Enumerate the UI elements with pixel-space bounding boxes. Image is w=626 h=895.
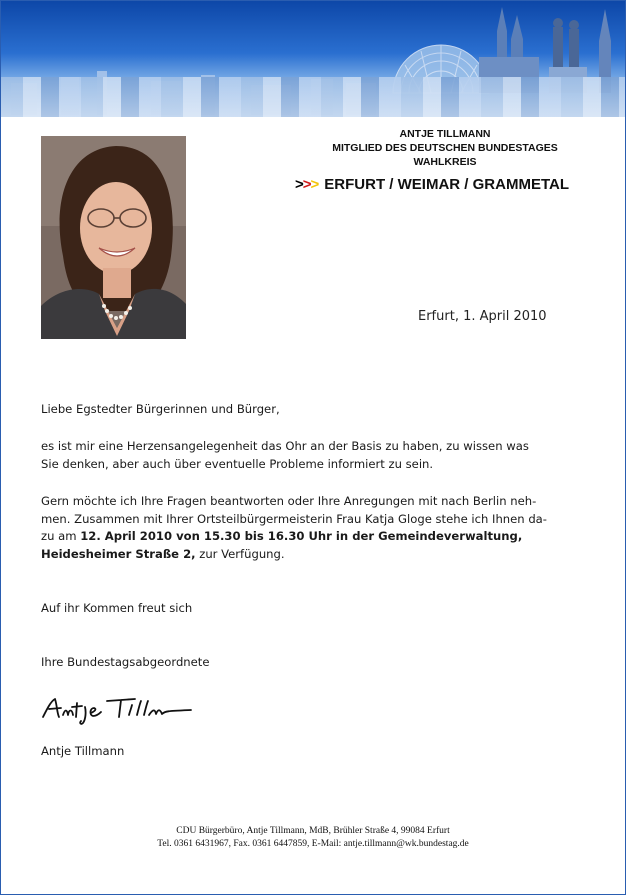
header-banner: [1, 1, 625, 117]
closing-line: Auf ihr Kommen freut sich: [41, 601, 193, 615]
paragraph-2-line-4-suffix: zur Verfügung.: [199, 546, 285, 561]
banner-fade: [1, 77, 625, 117]
footer-line-2: Tel. 0361 6431967, Fax. 0361 6447859, E-Mail: antje.tillmann@wk.bundestag.de: [157, 839, 469, 849]
portrait-illustration: [41, 136, 186, 339]
salutation: Liebe Egstedter Bürgerinnen und Bürger,: [41, 402, 280, 416]
paragraph-1-line-2: Sie denken, aber auch über eventuelle Probleme informiert zu sein.: [41, 456, 434, 471]
paragraph-1: [41, 438, 589, 473]
letterhead-district-label: WAHLKREIS: [413, 156, 477, 168]
handwritten-signature: [41, 693, 193, 725]
appointment-datetime: 12. April 2010 von 15.30 bis 16.30 Uhr in der Gemeindeverwaltung,: [80, 529, 523, 543]
paragraph-2-line-3-prefix: zu am: [41, 529, 77, 543]
paragraph-2-line-3: [41, 528, 589, 546]
paragraph-2-line-4: [41, 546, 589, 564]
footer-address: [0, 825, 626, 851]
sender-name: Antje Tillmann: [41, 744, 125, 758]
paragraph-2-line-1: Gern möchte ich Ihre Fragen beantworten oder Ihre Anregungen mit nach Berlin neh-: [41, 494, 537, 508]
appointment-address: Heidesheimer Straße 2,: [41, 546, 196, 561]
letter-date: Erfurt, 1. April 2010: [418, 309, 547, 324]
paragraph-1-line-1: es ist mir eine Herzensangelegenheit das Ohr an der Basis zu haben, zu wissen was: [41, 439, 529, 453]
footer-line-1: CDU Bürgerbüro, Antje Tillmann, MdB, Brühler Straße 4, 99084 Erfurt: [176, 826, 450, 836]
letterhead-role: MITGLIED DES DEUTSCHEN BUNDESTAGES: [332, 142, 558, 154]
letterhead-name: ANTJE TILLMANN: [399, 128, 491, 140]
paragraph-2: [41, 493, 589, 563]
constituency-name: ERFURT / WEIMAR / GRAMMETAL: [324, 176, 569, 193]
paragraph-2-line-2: men. Zusammen mit Ihrer Ortsteilbürgermeisterin Frau Katja Gloge stehe ich Ihnen da-: [41, 511, 547, 526]
portrait-photo: [41, 136, 186, 339]
tricolor-arrows: >>>: [295, 176, 319, 193]
sender-title: Ihre Bundestagsabgeordnete: [41, 655, 210, 669]
constituency-line: [295, 176, 569, 193]
letterhead: [300, 127, 590, 169]
